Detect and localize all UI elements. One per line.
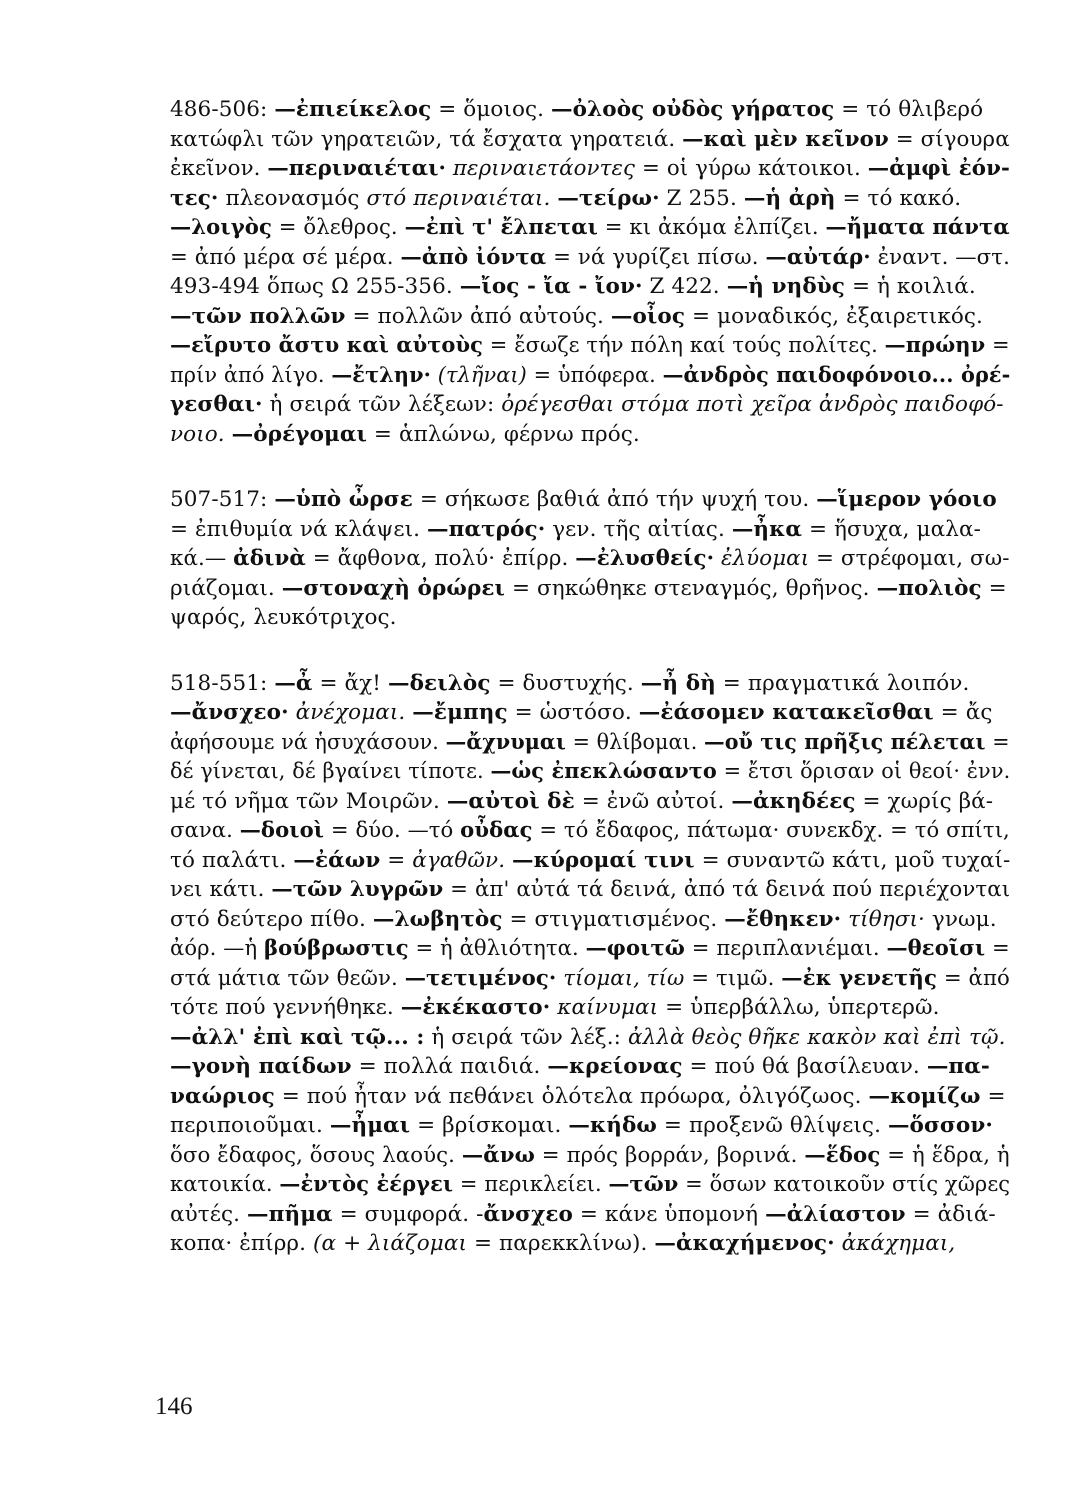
gloss-text: αὐτές. xyxy=(170,1201,248,1227)
italic-text: τίθησι· xyxy=(841,906,925,932)
italic-text: νοιο. xyxy=(170,421,225,447)
headword: —ἡ ἀρὴ xyxy=(743,185,836,211)
gloss-text: = ὄλεθρος. xyxy=(271,215,405,240)
gloss-text: = δυστυχής. xyxy=(490,670,641,696)
gloss-text: = ἡ κοιλιά. xyxy=(845,274,976,299)
document-page xyxy=(170,95,1010,1475)
text-line xyxy=(170,1082,1010,1112)
gloss-text: = τό ἔδαφος, πάτωμα· συνεκδχ. = τό σπίτι, xyxy=(532,818,1010,843)
headword: ναώριος xyxy=(170,1083,275,1109)
italic-text: περιναιετάοντες xyxy=(446,156,636,181)
gloss-text: = συναντῶ κάτι, μοῦ τυχαί- xyxy=(694,847,1011,873)
text-line xyxy=(170,154,1010,184)
gloss-text: = ἀπ' αὐτά τά δεινά, ἀπό τά δεινά πού περιέχονται xyxy=(443,877,1011,902)
gloss-text: = ἡ ἀθλιότητα. xyxy=(408,936,586,961)
headword: —ἐντὸς ἐέργει xyxy=(279,1172,454,1197)
gloss-text: = περικλείει. xyxy=(453,1172,609,1197)
gloss-text: = ἀπό xyxy=(936,965,1010,991)
headword: —ἦ δὴ xyxy=(640,670,716,696)
headword: —ἀλίαστον xyxy=(765,1201,906,1227)
gloss-text: = ὅσων κατοικοῦν στίς χῶρες xyxy=(678,1172,1011,1197)
italic-text: ἀλλὰ θεὸς θῆκε κακὸν καὶ ἐπὶ τῷ. xyxy=(627,1024,1006,1050)
headword: —θεοῖσι xyxy=(886,936,986,961)
gloss-text: νει κάτι. xyxy=(170,877,272,902)
headword: τες· xyxy=(170,185,219,211)
headword: —οὔ τις πρῆξις πέλεται xyxy=(704,729,986,755)
gloss-text: = ὑπερβάλλω, ὑπερτερῶ. xyxy=(658,995,940,1020)
text-line xyxy=(170,728,1010,758)
headword: —ἤματα πάντα xyxy=(825,215,1010,240)
gloss-text: 486-506: xyxy=(170,97,275,122)
headword: —πῆμα xyxy=(247,1201,333,1227)
gloss-text: = ἁπλώνω, φέρνω πρός. xyxy=(367,421,640,447)
text-line xyxy=(170,669,1010,699)
gloss-text: = ἀδιά- xyxy=(905,1201,996,1227)
headword: —δοιοὶ xyxy=(239,818,325,843)
gloss-text: = βρίσκομαι. xyxy=(410,1113,569,1138)
gloss-text: = xyxy=(985,936,1010,961)
gloss-text: = ἄς xyxy=(933,700,993,725)
text-line xyxy=(170,95,1010,125)
headword: —ἡ νηδὺς xyxy=(726,274,846,299)
headword: —τετιμένος· xyxy=(404,965,557,991)
headword: —ἐκέκαστο· xyxy=(400,995,551,1020)
headword: —ἐκ γενετῆς xyxy=(781,965,937,991)
text-line xyxy=(170,213,1010,243)
text-line xyxy=(170,184,1010,214)
headword: —ἐάων xyxy=(293,847,381,873)
headword: —ὡς ἐπεκλώσαντο xyxy=(490,759,717,784)
headword: βούβρωστις xyxy=(264,936,409,961)
text-line xyxy=(170,125,1010,155)
text-line xyxy=(170,787,1010,817)
headword: —ἔτλην· xyxy=(331,362,432,388)
headword: —πρώην xyxy=(884,333,986,358)
headword: —ἕδος xyxy=(804,1142,881,1168)
text-line xyxy=(170,934,1010,964)
gloss-text: = ὅμοιος. xyxy=(431,97,552,122)
gloss-text: 493-494 ὅπως Ω 255-356. xyxy=(170,274,460,299)
headword: —ἦκα xyxy=(731,516,803,542)
gloss-text: = πραγματικά λοιπόν. xyxy=(715,670,970,696)
gloss-text: = περιπλανιέμαι. xyxy=(684,936,887,961)
headword: —ἀλλ' ἐπὶ καὶ τῷ... : xyxy=(170,1024,425,1050)
gloss-text: Ζ 255. xyxy=(659,185,744,211)
headword: —φοιτῶ xyxy=(585,936,685,961)
gloss-text: = ἐνῶ αὐτοί. xyxy=(574,788,732,814)
gloss-text: ἀφήσουμε νά ἡσυχάσουν. xyxy=(170,729,446,755)
gloss-text: = πολλῶν ἀπό αὐτούς. xyxy=(345,303,611,329)
headword: —αὐτάρ· xyxy=(765,244,871,270)
headword: —ἀκαχήμενος· xyxy=(654,1231,835,1256)
gloss-text: = σίγουρα xyxy=(888,126,1010,152)
text-line xyxy=(170,816,1010,846)
gloss-text: πρίν ἀπό λίγο. xyxy=(170,362,332,388)
headword: γεσθαι· xyxy=(170,392,263,417)
gloss-text: = χωρίς βά- xyxy=(855,788,994,814)
text-line xyxy=(170,515,1010,545)
gloss-text: Ζ 422. xyxy=(642,274,727,299)
headword: ἀδινὰ xyxy=(233,546,306,571)
headword: —ἄχνυμαι xyxy=(445,729,566,755)
gloss-text: κατοικία. xyxy=(170,1172,280,1197)
italic-text: ἐλύομαι xyxy=(714,546,810,571)
headword: —ἐλυσθείς· xyxy=(575,546,715,571)
gloss-text: ἐκεῖνον. xyxy=(170,156,268,181)
gloss-text: = ἐπιθυμία νά κλάψει. xyxy=(170,516,428,542)
gloss-text: δέ γίνεται, δέ βγαίνει τίποτε. xyxy=(170,759,491,784)
italic-text: (τλῆναι) xyxy=(431,362,527,388)
headword: —ἵμερον γόοιο xyxy=(816,487,997,512)
headword: —ἀμφὶ ἐόν- xyxy=(867,156,1010,181)
gloss-text: = τό κακό. xyxy=(835,185,962,211)
gloss-text: = ἥσυχα, μαλα- xyxy=(802,516,981,542)
gloss-text: = ἀπό μέρα σέ μέρα. xyxy=(170,244,401,270)
gloss-text: γνωμ. xyxy=(924,906,997,932)
italic-text: (α + λιάζομαι xyxy=(313,1231,468,1256)
gloss-text: σανα. xyxy=(170,818,240,843)
gloss-text: = xyxy=(980,1083,1006,1109)
headword: —τείρω· xyxy=(557,185,660,211)
gloss-text: = xyxy=(380,847,413,873)
gloss-text: γεν. τῆς αἰτίας. xyxy=(545,516,732,542)
gloss-text: ἐναντ. —στ. xyxy=(870,244,1011,270)
text-line xyxy=(170,1052,1010,1082)
gloss-text: = xyxy=(985,729,1010,755)
headword: —τῶν πολλῶν xyxy=(170,303,346,329)
headword: οὖδας xyxy=(460,818,533,843)
headword: —γονὴ παίδων xyxy=(170,1054,352,1079)
page-number: 146 xyxy=(155,1393,193,1420)
gloss-text xyxy=(225,422,232,447)
headword: —ἄνω xyxy=(461,1142,535,1168)
headword: —πα- xyxy=(926,1054,990,1079)
headword: —πατρός· xyxy=(427,516,546,542)
gloss-text: ἀόρ. —ἡ xyxy=(170,936,265,961)
text-line xyxy=(170,302,1010,332)
gloss-text: = xyxy=(985,333,1010,358)
text-line xyxy=(170,698,1010,728)
gloss-text: = στιγματισμένος. xyxy=(502,906,725,932)
gloss-text: = ἔτσι ὅρισαν οἱ θεοί· ἐνν. xyxy=(716,759,1011,784)
headword: —ὀλοὸς οὐδὸς γήρατος xyxy=(551,97,835,122)
headword: —ἦμαι xyxy=(329,1113,411,1138)
headword: —τῶν xyxy=(608,1172,679,1197)
headword: —κήδω xyxy=(568,1113,657,1138)
gloss-text: τότε πού γεννήθηκε. xyxy=(170,995,401,1020)
text-line xyxy=(170,1170,1011,1200)
gloss-text: = ἡ ἕδρα, ἡ xyxy=(880,1142,1010,1168)
text-line xyxy=(170,331,1010,361)
headword: —δειλὸς xyxy=(387,670,491,696)
gloss-text: = ὡστόσο. xyxy=(507,700,639,725)
headword: —ἔθηκεν· xyxy=(724,906,842,932)
headword: —ὀρέγομαι xyxy=(231,421,367,447)
text-line xyxy=(170,420,1010,450)
gloss-text: = τό θλιβερό xyxy=(834,97,984,122)
gloss-text: στά μάτια τῶν θεῶν. xyxy=(170,965,405,991)
commentary-paragraph xyxy=(170,95,1010,449)
headword: —κρείονας xyxy=(547,1054,683,1079)
gloss-text: = μοναδικός, ἐξαιρετικός. xyxy=(685,303,983,329)
headword: —ὑπὸ ὦρσε xyxy=(274,487,413,512)
gloss-text: = ὑπόφερα. xyxy=(526,362,663,388)
commentary-paragraph xyxy=(170,485,1010,633)
headword: —ἀπὸ ἰόντα xyxy=(400,244,547,270)
headword: —ἐπὶ τ' ἔλπεται xyxy=(404,215,598,240)
headword: —αὐτοὶ δὲ xyxy=(446,788,575,814)
text-line xyxy=(170,485,1010,515)
headword: —λοιγὸς xyxy=(170,215,272,240)
text-line xyxy=(170,272,1010,302)
text-line xyxy=(170,875,1011,905)
gloss-text: = πολλά παιδιά. xyxy=(351,1054,548,1079)
text-line xyxy=(170,574,1010,604)
gloss-text: = πρός βορράν, βορινά. xyxy=(534,1142,805,1168)
headword: —ἐάσομεν κατακεῖσθαι xyxy=(638,700,934,725)
headword: ἄνσχεο xyxy=(483,1201,573,1227)
gloss-text: = θλίβομαι. xyxy=(565,729,705,755)
gloss-text: = xyxy=(981,575,1007,601)
gloss-text: = σηκώθηκε στεναγμός, θρῆνος. xyxy=(505,575,877,601)
gloss-text: = ἄφθονα, πολύ· ἐπίρρ. xyxy=(305,546,576,571)
gloss-text: = πού ἦταν νά πεθάνει ὁλότελα πρόωρα, ὀλιγόζωος. xyxy=(274,1083,869,1109)
gloss-text: = συμφορά. - xyxy=(332,1201,484,1227)
gloss-text: ψαρός, λευκότριχος. xyxy=(170,605,397,630)
gloss-text: κά.— xyxy=(170,546,234,571)
headword: —πολιὸς xyxy=(876,575,982,601)
headword: —ἆ xyxy=(274,670,313,696)
text-line xyxy=(170,993,1010,1023)
italic-text: στό περιναιέται. xyxy=(366,185,551,211)
gloss-text: 507-517: xyxy=(170,487,275,512)
gloss-text: = σήκωσε βαθιά ἀπό τήν ψυχή του. xyxy=(412,487,817,512)
gloss-text: = κάνε ὑπομονή xyxy=(572,1201,766,1227)
headword: —ἄνσχεο· xyxy=(170,700,289,725)
headword: —ἀνδρὸς παιδοφόνοιο... ὀρέ- xyxy=(662,362,1011,388)
text-line xyxy=(170,1229,1010,1259)
gloss-text: στό δεύτερο πίθο. xyxy=(170,906,373,932)
gloss-text: = οἱ γύρω κάτοικοι. xyxy=(635,156,868,181)
gloss-text: μέ τό νῆμα τῶν Μοιρῶν. xyxy=(170,788,447,814)
gloss-text: = ἄχ! xyxy=(312,670,388,696)
text-line xyxy=(170,964,1010,994)
italic-text: ὀρέγεσθαι στόμα ποτὶ χεῖρα ἀνδρὸς παιδοφό- xyxy=(501,392,1004,417)
italic-text: ἀνέχομαι. xyxy=(288,700,406,725)
headword: —ἀκηδέες xyxy=(731,788,856,814)
gloss-text: = προξενῶ θλίψεις. xyxy=(656,1113,888,1138)
text-line xyxy=(170,603,1010,633)
gloss-text: κατώφλι τῶν γηρατειῶν, τά ἔσχατα γηρατειά. xyxy=(170,126,683,152)
text-line xyxy=(170,1023,1010,1053)
headword: —ἐπιείκελος xyxy=(274,97,432,122)
headword: —καὶ μὲν κεῖνον xyxy=(682,126,889,152)
gloss-text: = ἔσωζε τήν πόλη καί τούς πολίτες. xyxy=(483,333,885,358)
gloss-text: πλεονασμός xyxy=(218,185,367,211)
text-line xyxy=(170,1141,1010,1171)
headword: —κομίζω xyxy=(868,1083,981,1109)
italic-text: τίομαι, τίω xyxy=(556,965,685,991)
headword: —ὅσσον· xyxy=(887,1113,993,1138)
gloss-text: ὅσο ἔδαφος, ὅσους λαούς. xyxy=(170,1142,462,1168)
gloss-text: ἡ σειρά τῶν λέξεων: xyxy=(262,392,502,417)
gloss-text: = παρεκκλίνω). xyxy=(467,1231,655,1256)
commentary-paragraph xyxy=(170,669,1010,1259)
gloss-text: = κι ἀκόμα ἐλπίζει. xyxy=(597,215,826,240)
headword: —περιναιέται· xyxy=(267,156,447,181)
gloss-text: = στρέφομαι, σω- xyxy=(809,546,1010,571)
gloss-text: = δύο. —τό xyxy=(324,818,461,843)
gloss-text: ἡ σειρά τῶν λέξ.: xyxy=(424,1024,628,1050)
headword: —λωβητὸς xyxy=(372,906,503,932)
italic-text: καίνυμαι xyxy=(550,995,659,1020)
headword: —οἶος xyxy=(610,303,686,329)
text-line xyxy=(170,361,1011,391)
gloss-text: ριάζομαι. xyxy=(170,575,282,601)
text-line xyxy=(170,846,1009,876)
text-line xyxy=(170,1111,1010,1141)
headword: —κύρομαί τινι xyxy=(512,847,695,873)
italic-text: ἀγαθῶν. xyxy=(412,847,506,873)
text-line xyxy=(170,544,1010,574)
gloss-text: περιποιοῦμαι. xyxy=(170,1113,330,1138)
gloss-text: = νά γυρίζει πίσω. xyxy=(546,244,766,270)
text-line xyxy=(170,390,1010,420)
headword: —εἴρυτο ἄστυ καὶ αὐτοὺς xyxy=(170,333,484,358)
headword: —ἴος - ἴα - ἴον· xyxy=(459,274,643,299)
text-line xyxy=(170,757,1011,787)
text-line xyxy=(170,1200,1010,1230)
headword: —τῶν λυγρῶν xyxy=(271,877,444,902)
headword: —στοναχὴ ὀρώρει xyxy=(281,575,506,601)
gloss-text: τό παλάτι. xyxy=(170,847,294,873)
gloss-text: = πού θά βασίλευαν. xyxy=(682,1054,927,1079)
text-line xyxy=(170,905,1010,935)
italic-text: ἀκάχημαι, xyxy=(834,1231,956,1256)
headword: —ἔμπης xyxy=(412,700,508,725)
gloss-text: κοπα· ἐπίρρ. xyxy=(170,1231,314,1256)
text-line xyxy=(170,243,1011,273)
gloss-text: 518-551: xyxy=(170,670,275,696)
gloss-text: = τιμῶ. xyxy=(684,965,782,991)
